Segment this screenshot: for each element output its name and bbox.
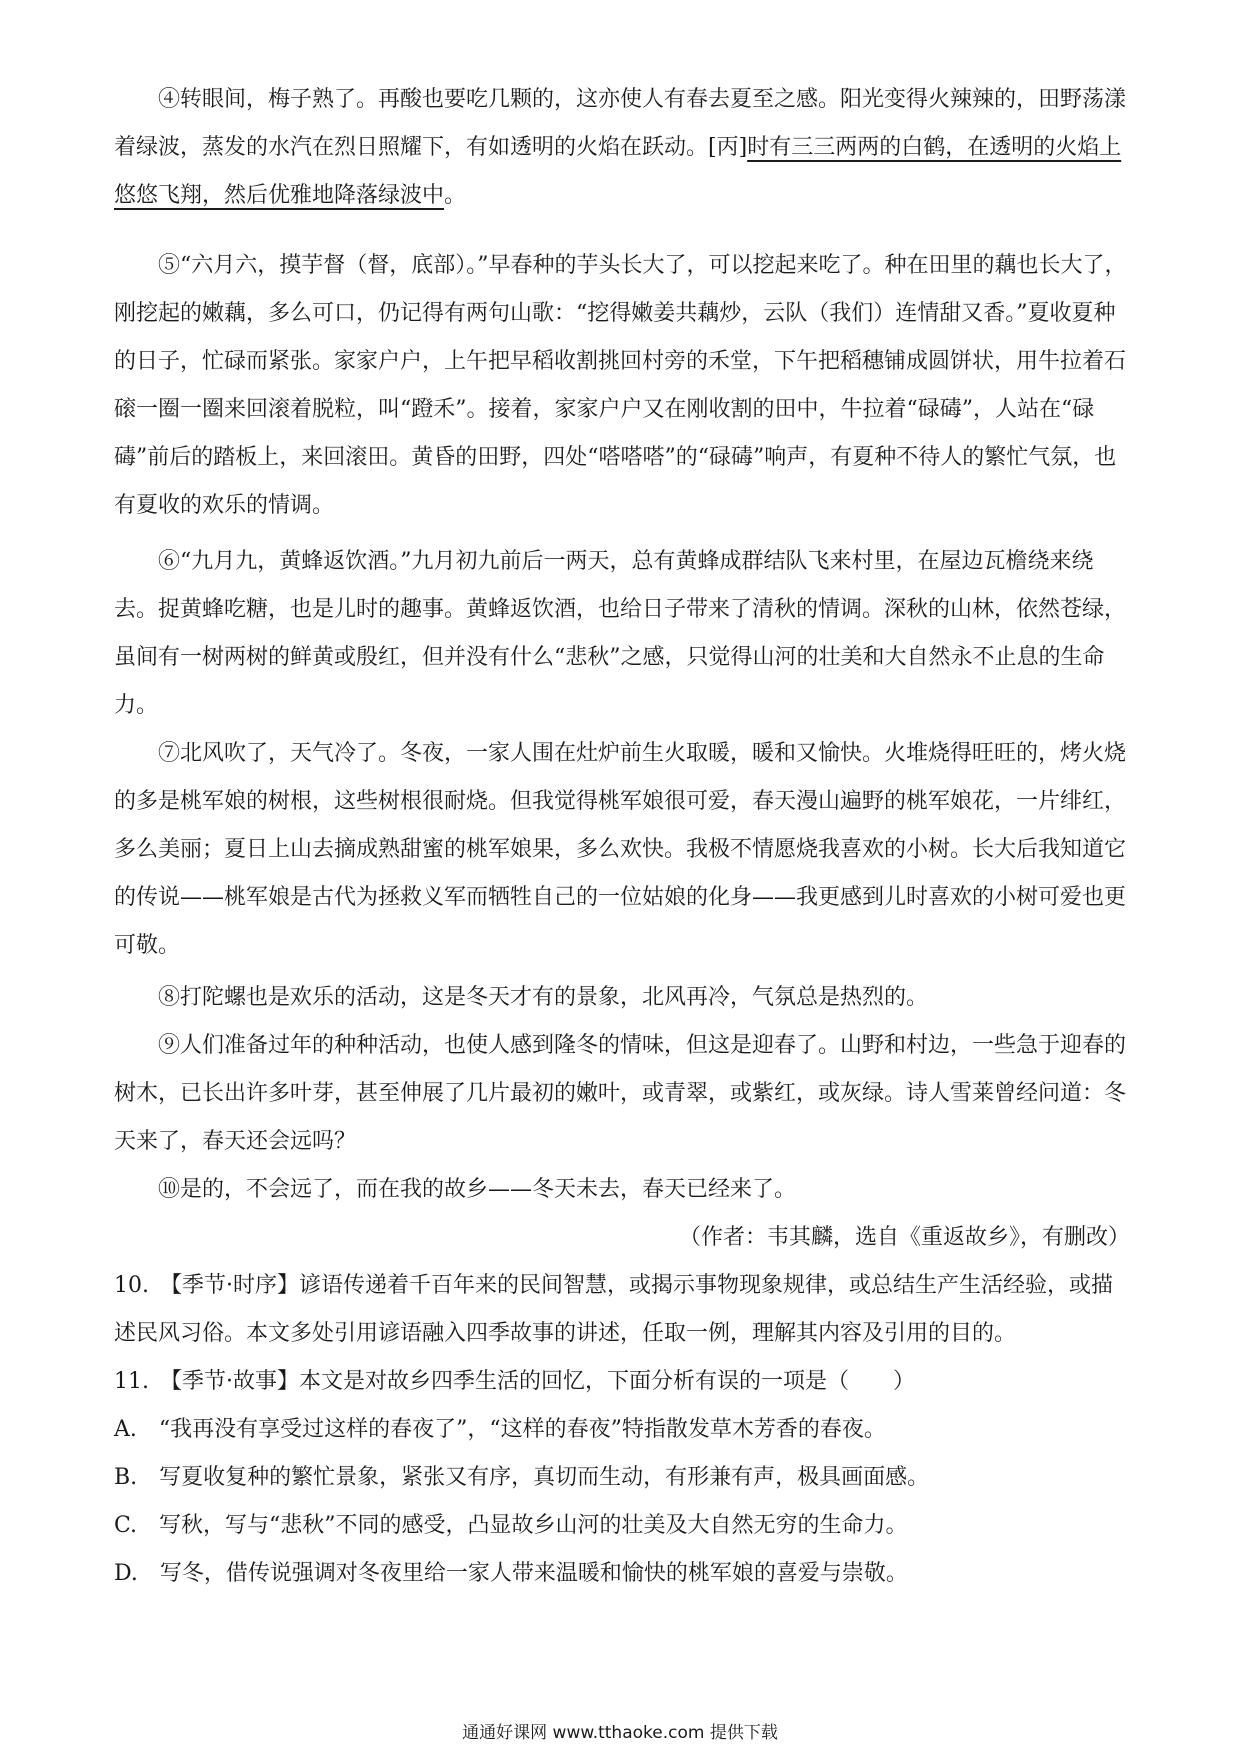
option-b: B. 写夏收复种的繁忙景象，紧张又有序，真切而生动，有形兼有声，极具画面感。 [114, 1465, 930, 1490]
paragraph-9: ⑨人们准备过年的种种活动，也使人感到隆冬的情味，但这是迎春了。山野和村边，一些急于迎春的树木，已长出许多叶芽，甚至伸展了几片最初的嫩叶，或青翠，或紫红，或灰绿。诗人雪莱曾经问道：冬天来了，春天还会远吗？ [114, 1033, 1127, 1154]
question-11: 11. 【季节·故事】本文是对故乡四季生活的回忆，下面分析有误的一项是（ ） [114, 1369, 915, 1394]
option-a: A. “我再没有享受过这样的春夜了”，“这样的春夜”特指散发草木芳香的春夜。 [114, 1417, 886, 1442]
source-attribution: （作者：韦其麟，选自《重返故乡》，有删改） [678, 1225, 1130, 1250]
paragraph-4-end: 。 [444, 183, 467, 208]
paragraph-6: ⑥“九月九，黄蜂返饮酒。”九月初九前后一两天，总有黄蜂成群结队飞来村里，在屋边瓦檐绕来绕去。捉黄蜂吃糖，也是儿时的趣事。黄蜂返饮酒，也给日子带来了清秋的情调。深秋的山林，依然苍绿，虽间有一树两树的鲜黄或殷红，但并没有什么“悲秋”之感，只觉得山河的壮美和大自然永不止息的生命力。 [114, 549, 1127, 718]
paragraph-7: ⑦北风吹了，天气冷了。冬夜，一家人围在灶炉前生火取暖，暖和又愉快。火堆烧得旺旺的，烤火烧的多是桃军娘的树根，这些树根很耐烧。但我觉得桃军娘很可爱，春天漫山遍野的桃军娘花，一片绯红，多么美丽；夏日上山去摘成熟甜蜜的桃军娘果，多么欢快。我极不情愿烧我喜欢的小树。长大后我知道它的传说——桃军娘是古代为拯救义军而牺牲自己的一位姑娘的化身——我更感到儿时喜欢的小树可爱也更可敬。 [114, 741, 1127, 958]
paragraph-4 [114, 76, 1130, 220]
question-10: 10. 【季节·时序】谚语传递着千百年来的民间智慧，或揭示事物现象规律，或总结生产生活经验，或描述民风习俗。本文多处引用谚语融入四季故事的讲述，任取一例，理解其内容及引用的目的。 [114, 1273, 1113, 1346]
paragraph-4-text: ④转眼间，梅子熟了。再酸也要吃几颗的，这亦使人有春去夏至之感。阳光变得火辣辣的，田野荡漾着绿波，蒸发的水汽在烈日照耀下，有如透明的火焰在跃动。 [114, 87, 1127, 160]
footer-watermark: 通通好课网 www.tthaoke.com 提供下载 [462, 1723, 778, 1743]
paragraph-5: ⑤“六月六，摸芋督（督，底部）。”早春种的芋头长大了，可以挖起来吃了。种在田里的藕也长大了，刚挖起的嫩藕，多么可口，仍记得有两句山歌：“挖得嫩姜共藕炒，云队（我们）连情甜又香。”夏收夏种的日子，忙碌而紧张。家家户户，上午把早稻收割挑回村旁的禾堂，下午把稻穗铺成圆饼状，用牛拉着石磙一圈一圈来回滚着脱粒，叫“蹬禾”。接着，家家户户又在刚收割的田中，牛拉着“碌碡”，人站在“碌碡”前后的踏板上，来回滚田。黄昏的田野，四处“嗒嗒嗒”的“碌碡”响声，有夏种不待人的繁忙气氛，也有夏收的欢乐的情调。 [114, 253, 1127, 518]
option-d: D. 写冬，借传说强调对冬夜里给一家人带来温暖和愉快的桃军娘的喜爱与崇敬。 [114, 1561, 908, 1586]
underlined-sentence: 时有三三两两的白鹤，在透明的火焰上悠悠飞翔，然后优雅地降落绿波中 [114, 135, 1122, 208]
option-c: C. 写秋，写与“悲秋”不同的感受，凸显故乡山河的壮美及大自然无穷的生命力。 [114, 1513, 908, 1538]
paragraph-10: ⑩是的，不会远了，而在我的故乡——冬天未去，春天已经来了。 [158, 1177, 797, 1202]
paragraph-4-marker: [丙] [708, 135, 748, 160]
paragraph-8: ⑧打陀螺也是欢乐的活动，这是冬天才有的景象，北风再冷，气氛总是热烈的。 [158, 985, 929, 1010]
